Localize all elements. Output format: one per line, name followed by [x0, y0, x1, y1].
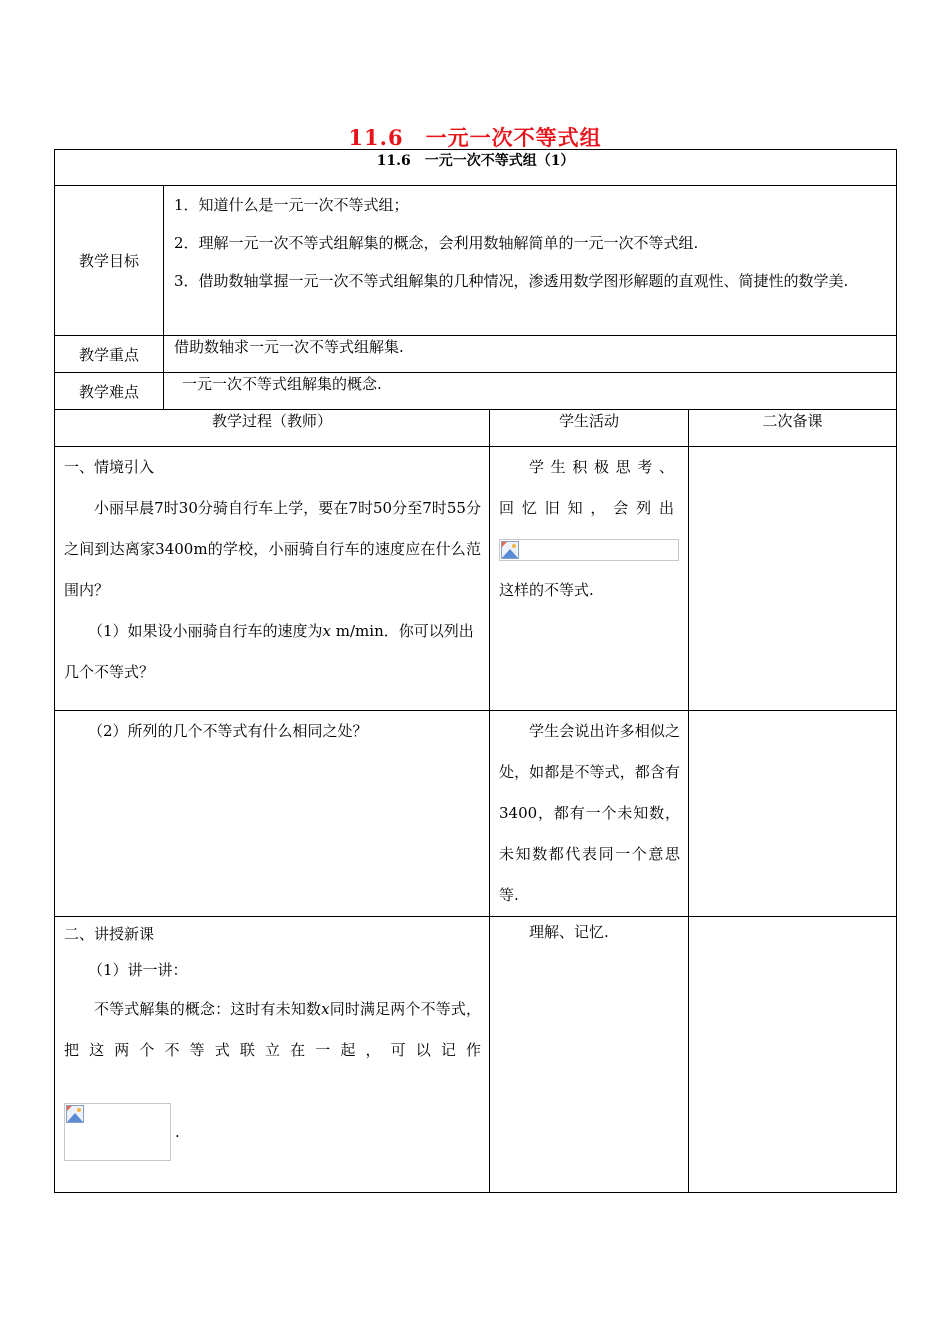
- objective-item: 1．知道什么是一元一次不等式组；: [174, 196, 409, 214]
- broken-image-icon: [66, 1105, 84, 1123]
- section2-backup: [689, 711, 897, 917]
- section3-backup: [689, 917, 897, 1193]
- section1-paragraph: 小丽早晨7时30分骑自行车上学，要在7时50分至7时55分之间到达离家3400m的学校，小丽骑自行车的速度应在什么范围内？: [64, 499, 481, 599]
- section1-student-text: 学生积极思考、回忆旧知，会列出: [499, 458, 680, 517]
- section3-teacher: [55, 917, 490, 1193]
- section2-student-text: 学生会说出许多相似之处，如都是不等式，都含有3400，都有一个未知数，未知数都代表同一个意思等.: [499, 722, 680, 904]
- section3-sub: （1）讲一讲：: [88, 961, 188, 979]
- section1-backup: [689, 447, 897, 711]
- section3-period: .: [175, 1122, 180, 1141]
- section2-student: [490, 711, 689, 917]
- focus-text: 借助数轴求一元一次不等式组解集.: [164, 336, 897, 373]
- section1-question1: （1）如果设小丽骑自行车的速度为x m/min．你可以列出几个不等式？: [64, 622, 474, 681]
- section1-heading: 一、情境引入: [64, 458, 155, 476]
- section2-teacher: [55, 711, 490, 917]
- objective-item: 3．借助数轴掌握一元一次不等式组解集的几种情况，渗透用数学图形解题的直观性、简捷性的数学美.: [174, 272, 849, 290]
- objective-item: 2．理解一元一次不等式组解集的概念，会利用数轴解简单的一元一次不等式组.: [174, 234, 699, 252]
- missing-image-placeholder: [64, 1103, 171, 1161]
- section3-student-text: 理解、记忆.: [529, 923, 609, 941]
- section2-question2: （2）所列的几个不等式有什么相同之处？: [88, 722, 368, 740]
- col-header-teacher: 教学过程（教师）: [55, 410, 490, 447]
- lesson-title: 11.6 一元一次不等式组（1）: [55, 150, 897, 186]
- objectives-content: [164, 186, 897, 336]
- objectives-label: 教学目标: [55, 186, 164, 336]
- section3-heading: 二、讲授新课: [64, 925, 155, 943]
- lesson-plan-table: [54, 149, 897, 1193]
- focus-label: 教学重点: [55, 336, 164, 373]
- section3-paragraph: 不等式解集的概念：这时有未知数x同时满足两个不等式，把这两个不等式联立在一起，可以记作: [64, 1000, 481, 1059]
- broken-image-icon: [501, 541, 519, 559]
- page-title: 11.6 一元一次不等式组: [348, 125, 602, 150]
- col-header-student: 学生活动: [490, 410, 689, 447]
- difficulty-label: 教学难点: [55, 373, 164, 410]
- section1-teacher: [55, 447, 490, 711]
- missing-image-placeholder: [499, 539, 679, 561]
- section3-student: [490, 917, 689, 1193]
- difficulty-text: 一元一次不等式组解集的概念.: [164, 373, 897, 410]
- section1-student-tail: 这样的不等式.: [499, 581, 594, 599]
- col-header-backup: 二次备课: [689, 410, 897, 447]
- section1-student: [490, 447, 689, 711]
